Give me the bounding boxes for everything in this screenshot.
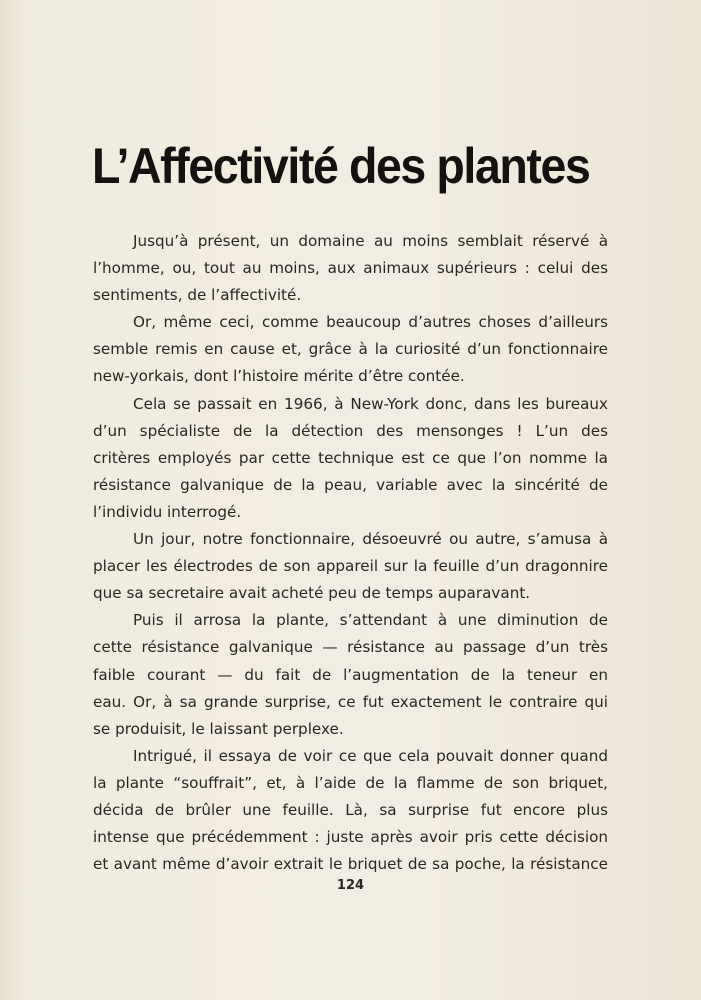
text-line: faible courant — du fait de l’augmentation de la teneur en bbox=[93, 665, 608, 684]
text-line: cette résistance galvanique — résistance au passage d’un très bbox=[93, 638, 608, 657]
text-line: d’un spécialiste de la détection des mensonges ! L’un des bbox=[93, 421, 608, 440]
text-line: semble remis en cause et, grâce à la curiosité d’un fonctionnaire bbox=[93, 340, 608, 359]
text-line: la plante “souffrait”, et, à l’aide de la flamme de son briquet, bbox=[93, 773, 608, 792]
text-line: l’individu interrogé. bbox=[93, 502, 242, 521]
text-line: Un jour, notre fonctionnaire, désoeuvré ou autre, s’amusa à bbox=[133, 530, 608, 549]
text-line: critères employés par cette technique est ce que l’on nomme la bbox=[93, 448, 608, 467]
text-line: eau. Or, à sa grande surprise, ce fut exactement le contraire qui bbox=[93, 692, 608, 711]
text-line: Or, même ceci, comme beaucoup d’autres choses d’ailleurs bbox=[133, 313, 608, 332]
text-line: Cela se passait en 1966, à New-York donc, dans les bureaux bbox=[133, 394, 608, 413]
text-line: Puis il arrosa la plante, s’attendant à une diminution de bbox=[133, 611, 608, 630]
text-line: Jusqu’à présent, un domaine au moins semblait réservé à bbox=[133, 232, 608, 250]
text-line: Intrigué, il essaya de voir ce que cela pouvait donner quand bbox=[133, 746, 608, 765]
text-line: décida de brûler une feuille. Là, sa surprise fut encore plus bbox=[93, 800, 608, 819]
text-line: sentiments, de l’affectivité. bbox=[93, 286, 302, 305]
article-title: L’Affectivité des plantes bbox=[92, 138, 590, 194]
text-line: que sa secretaire avait acheté peu de temps auparavant. bbox=[93, 584, 531, 603]
text-line: intense que précédemment : juste après avoir pris cette décision bbox=[93, 828, 608, 847]
text-line: placer les électrodes de son appareil sur la feuille d’un dragonnire bbox=[93, 557, 608, 576]
text-line: new-yorkais, dont l’histoire mérite d’être contée. bbox=[93, 367, 465, 386]
text-line: se produisit, le laissant perplexe. bbox=[93, 719, 344, 738]
text-line: résistance galvanique de la peau, variable avec la sincérité de bbox=[93, 475, 608, 494]
text-line: l’homme, ou, tout au moins, aux animaux supérieurs : celui des bbox=[93, 259, 608, 278]
page-number: 124 bbox=[336, 878, 365, 893]
text-line: et avant même d’avoir extrait le briquet de sa poche, la résistance bbox=[93, 855, 608, 874]
article-body bbox=[93, 228, 608, 878]
